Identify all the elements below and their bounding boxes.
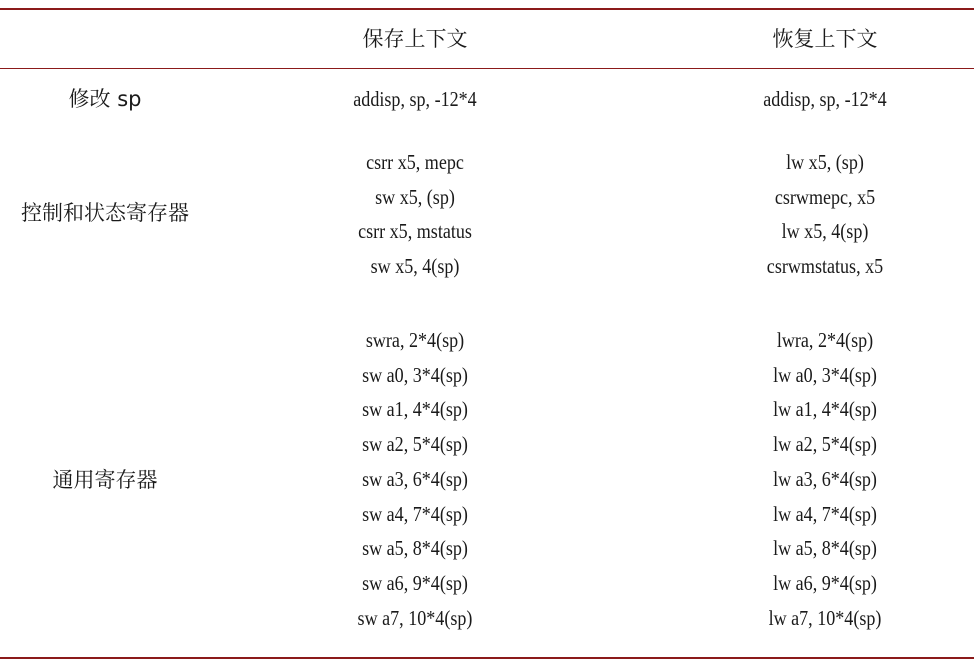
code-line: lw a6, 9*4(sp) xyxy=(773,570,877,595)
row-label-csr: 控制和状态寄存器 xyxy=(21,201,189,225)
gpr-save-cell xyxy=(299,323,531,635)
code-line: lw x5, (sp) xyxy=(786,150,864,174)
code-line: csrwmstatus, x5 xyxy=(766,254,884,279)
code-line: lw a2, 5*4(sp) xyxy=(773,432,877,457)
code-line: lw a3, 6*4(sp) xyxy=(773,466,877,491)
sp-restore-cell xyxy=(709,82,941,117)
code-line: swra, 2*4(sp) xyxy=(365,328,465,352)
code-line: lwra, 2*4(sp) xyxy=(776,328,874,352)
header-rule xyxy=(0,68,974,69)
code-line: lw a4, 7*4(sp) xyxy=(773,501,877,526)
code-line: sw x5, (sp) xyxy=(375,184,455,209)
csr-save-cell xyxy=(299,145,531,284)
code-line: sw a6, 9*4(sp) xyxy=(362,570,468,595)
code-line: sw x5, 4(sp) xyxy=(370,254,460,279)
code-line: sw a1, 4*4(sp) xyxy=(362,397,468,422)
code-line: lw a5, 8*4(sp) xyxy=(773,536,877,561)
code-line: addisp, sp, -12*4 xyxy=(763,87,887,111)
code-line: lw a1, 4*4(sp) xyxy=(773,397,877,422)
sp-save-cell xyxy=(299,82,531,117)
code-line: lw x5, 4(sp) xyxy=(781,219,869,244)
code-line: sw a3, 6*4(sp) xyxy=(362,466,468,491)
header-restore-context: 恢复上下文 xyxy=(772,27,878,51)
code-line: sw a2, 5*4(sp) xyxy=(362,432,468,457)
code-line: csrr x5, mepc xyxy=(366,150,464,174)
bottom-rule xyxy=(0,657,974,659)
header-save-context: 保存上下文 xyxy=(362,27,468,51)
code-line: sw a5, 8*4(sp) xyxy=(362,536,468,561)
code-line: sw a4, 7*4(sp) xyxy=(362,501,468,526)
code-line: lw a0, 3*4(sp) xyxy=(773,362,877,387)
row-label-sp: 修改 sp xyxy=(68,87,142,111)
csr-restore-cell xyxy=(709,145,941,284)
top-rule xyxy=(0,8,974,10)
code-line: csrwmepc, x5 xyxy=(774,184,876,209)
code-line: addisp, sp, -12*4 xyxy=(353,87,477,111)
gpr-restore-cell xyxy=(709,323,941,635)
row-label-gpr: 通用寄存器 xyxy=(52,468,158,492)
code-line: lw a7, 10*4(sp) xyxy=(768,605,882,630)
code-line: sw a0, 3*4(sp) xyxy=(362,362,468,387)
code-line: csrr x5, mstatus xyxy=(358,219,472,244)
code-line: sw a7, 10*4(sp) xyxy=(357,605,473,630)
